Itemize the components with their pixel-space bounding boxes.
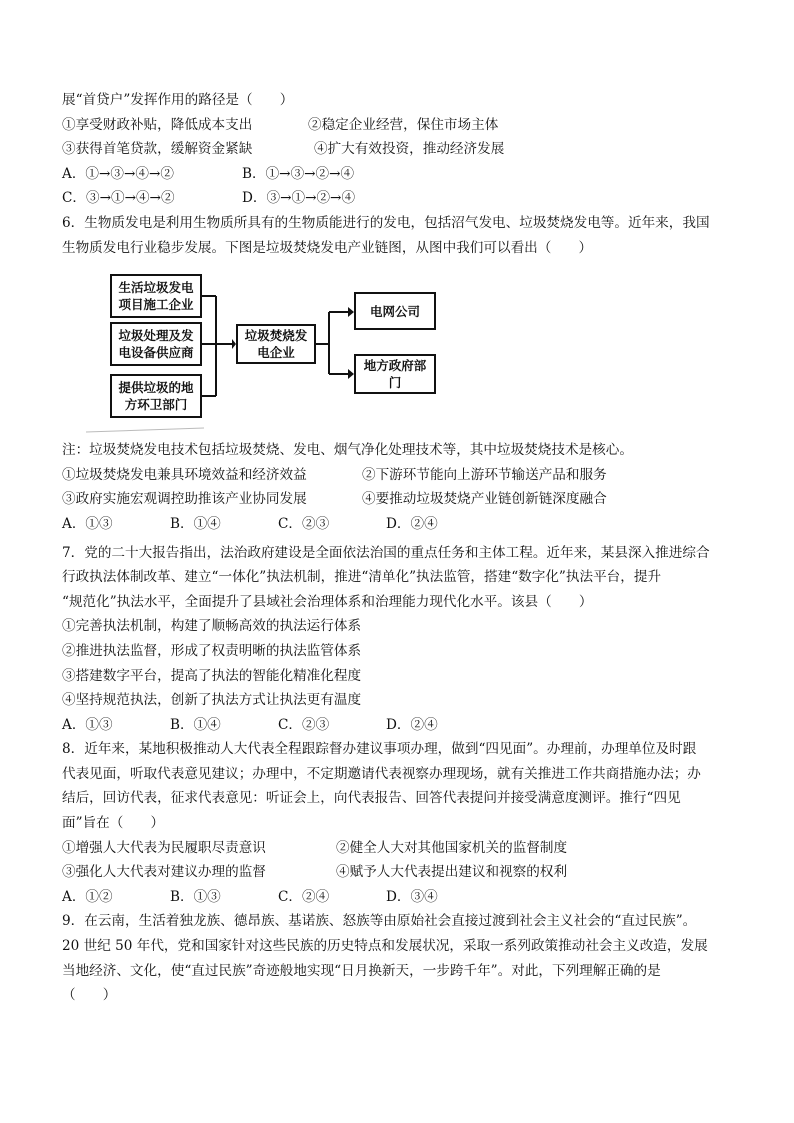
q6-option-3: ③政府实施宏观调控助推该产业协同发展 (62, 491, 307, 508)
q9-stem-line3: 当地经济、文化，使“直过民族”奇迹般地实现“日月换新天，一步跨千年”。对此，下列理解正确的是 (62, 962, 661, 979)
q6-choice-b: B．①④ (170, 515, 221, 532)
q6-options-row1 (62, 463, 742, 488)
q8-option-3: ③强化人大代表对建议办理的监督 (62, 864, 266, 881)
q7-choices (62, 713, 742, 738)
q6-choice-c: C．②③ (278, 515, 330, 532)
q9-stem-line1: 9．在云南，生活着独龙族、德昂族、基诺族、怒族等由原始社会直接过渡到社会主义社会的“直过民族”。 (62, 913, 697, 930)
q7-choice-d: D．②④ (386, 716, 438, 733)
q7-stem-line2: 行政执法体制改革、建立“一体化”执法机制，推进“清单化”执法监管，搭建“数字化”执法平台，提升 (62, 569, 662, 586)
industry-chain-diagram (86, 268, 446, 436)
q7-option-3: ③搭建数字平台，提高了执法的智能化精准化程度 (62, 667, 362, 684)
q8-stem-line2: 代表见面，听取代表意见建议；办理中，不定期邀请代表视察办理现场，就有关推进工作共商措施办法；办 (62, 765, 701, 782)
box-local-government: 地方政府部门 (354, 354, 436, 394)
q9-stem-line4: （ ） (62, 987, 117, 1004)
q8-choice-d: D．③④ (386, 888, 438, 905)
q9-stem-line2: 20 世纪 50 年代，党和国家针对这些民族的历史特点和发展状况，采取一系列政策推动社会主义改造，发展 (62, 938, 708, 955)
box-power-enterprise: 垃圾焚烧发电企业 (236, 324, 316, 364)
box-equipment-supplier: 垃圾处理及发电设备供应商 (110, 322, 202, 366)
q8-options-row1 (62, 836, 742, 861)
q5-option-2: ②稳定企业经营，保住市场主体 (308, 116, 499, 133)
box-grid-company: 电网公司 (354, 292, 436, 330)
q6-choices (62, 512, 742, 537)
q5-choice-c: C．③→①→④→② (62, 190, 175, 207)
q6-option-2: ②下游环节能向上游环节输送产品和服务 (362, 466, 607, 483)
q6-choice-d: D．②④ (386, 515, 438, 532)
q6-stem-line1: 6．生物质发电是利用生物质所具有的生物质能进行的发电，包括沼气发电、垃圾焚烧发电等。近年来，我国 (62, 214, 710, 231)
q7-choice-a: A．①③ (62, 716, 113, 733)
q5-choice-b: B．①→③→②→④ (242, 165, 355, 182)
q6-options-row2 (62, 487, 742, 512)
q6-option-4: ④要推动垃圾焚烧产业链创新链深度融合 (362, 491, 607, 508)
q8-choice-a: A．①② (62, 888, 113, 905)
q5-option-1: ①享受财政补贴，降低成本支出 (62, 116, 253, 133)
box-sanitation-department: 提供垃圾的地方环卫部门 (110, 374, 202, 418)
q7-option-1: ①完善执法机制，构建了顺畅高效的执法运行体系 (62, 618, 362, 635)
q8-choice-b: B．①③ (170, 888, 221, 905)
q8-options-row2 (62, 860, 742, 885)
q8-stem-line4: 面”旨在（ ） (62, 815, 165, 832)
box-construction-enterprise: 生活垃圾发电项目施工企业 (110, 274, 202, 318)
q5-choice-d: D．③→①→②→④ (242, 190, 356, 207)
q6-note: 注：垃圾焚烧发电技术包括垃圾焚烧、发电、烟气净化处理技术等，其中垃圾焚烧技术是核心。 (62, 442, 633, 459)
q8-choices (62, 885, 742, 910)
q7-option-4: ④坚持规范执法，创新了执法方式让执法更有温度 (62, 692, 362, 709)
q7-choice-b: B．①④ (170, 716, 221, 733)
q7-option-2: ②推进执法监督，形成了权责明晰的执法监管体系 (62, 642, 362, 659)
q8-option-1: ①增强人大代表为民履职尽责意识 (62, 839, 266, 856)
q5-choices-row1 (62, 162, 742, 187)
q5-options-row2 (62, 137, 742, 162)
q5-options-row1 (62, 113, 742, 138)
q5-stem: 展“首贷户”发挥作用的路径是（ ） (62, 92, 294, 108)
q6-stem-line2: 生物质发电行业稳步发展。下图是垃圾焚烧发电产业链图，从图中我们可以看出（ ） (62, 239, 593, 256)
q7-choice-c: C．②③ (278, 716, 330, 733)
q8-choice-c: C．②④ (278, 888, 330, 905)
q6-option-1: ①垃圾焚烧发电兼具环境效益和经济效益 (62, 466, 307, 483)
q5-option-3: ③获得首笔贷款，缓解资金紧缺 (62, 141, 253, 158)
q8-option-4: ④赋予人大代表提出建议和视察的权利 (336, 864, 568, 881)
q5-choices-row2 (62, 186, 742, 211)
q8-stem-line1: 8．近年来，某地积极推动人大代表全程跟踪督办建议事项办理，做到“四见面”。办理前，办理单位及时跟 (62, 741, 697, 758)
q8-stem-line3: 结后，回访代表，征求代表意见：听证会上，向代表报告、回答代表提问并接受满意度测评。推行“四见 (62, 790, 681, 807)
q8-option-2: ②健全人大对其他国家机关的监督制度 (336, 839, 568, 856)
q5-choice-a: A．①→③→④→② (62, 165, 174, 182)
q7-stem-line1: 7．党的二十大报告指出，法治政府建设是全面依法治国的重点任务和主体工程。近年来，某县深入推进综合 (62, 544, 710, 561)
q6-choice-a: A．①③ (62, 515, 113, 532)
q5-option-4: ④扩大有效投资，推动经济发展 (314, 141, 505, 158)
exam-page (62, 88, 742, 1008)
q7-stem-line3: “规范化”执法水平，全面提升了县域社会治理体系和治理能力现代化水平。该县（ ） (62, 593, 593, 610)
